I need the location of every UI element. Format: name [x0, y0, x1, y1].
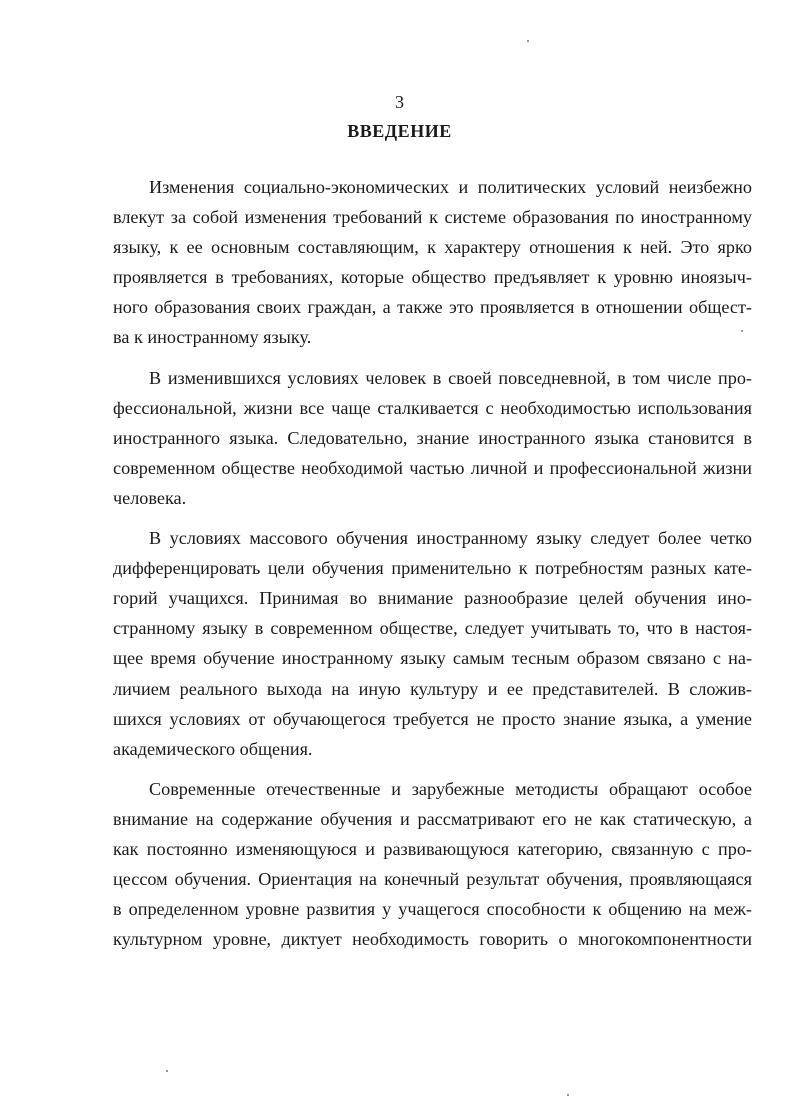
text-line: человека. — [113, 487, 187, 508]
text-line: ва к иностранному языку. — [113, 327, 312, 348]
text-line: фессиональной, жизни все чаще сталкивается с необходимостью использования — [113, 397, 752, 418]
text-line: как постоянно изменяющуюся и развивающуюся категорию, связанную с про- — [113, 838, 752, 859]
page-number: 3 — [395, 92, 404, 112]
text-line: внимание на содержание обучения и рассматривают его не как статическую, а — [113, 808, 752, 829]
text-line: щее время обучение иностранному языку самым тесным образом связано с на- — [113, 648, 752, 669]
text-line: проявляется в требованиях, которые общество предъявляет к уровню иноязыч- — [113, 267, 752, 288]
text-line: современном обществе необходимой частью личной и профессиональной жизни — [113, 457, 752, 478]
text-line: Изменения социально-экономических и политических условий неизбежно — [149, 177, 752, 197]
text-line: цессом обучения. Ориентация на конечный результат обучения, проявляющаяся — [113, 869, 752, 890]
text-line: шихся условиях от обучающегося требуется не просто знание языка, а умение — [113, 708, 752, 729]
paragraph-3 — [113, 523, 752, 764]
text-line: личием реального выхода на иную культуру и ее представителей. В сложив- — [113, 678, 752, 699]
scan-speck — [567, 1094, 569, 1096]
text-line: странному языку в современном обществе, следует учитывать то, что в настоя- — [113, 618, 752, 639]
text-line: горий учащихся. Принимая во внимание разнообразие целей обучения ино- — [113, 588, 752, 609]
text-line: академического общения. — [113, 738, 313, 759]
text-line: дифференцировать цели обучения применительно к потребностям разных кате- — [113, 558, 752, 579]
document-body — [113, 172, 752, 964]
paragraph-1 — [113, 172, 752, 353]
text-line: культурном уровне, диктует необходимость говорить о многокомпонентности — [113, 929, 752, 950]
scan-speck — [527, 40, 529, 42]
text-line: Современные отечественные и зарубежные методисты обращают особое — [149, 778, 752, 799]
text-line: В изменившихся условиях человек в своей повседневной, в том числе про- — [149, 367, 752, 388]
paragraph-4 — [113, 774, 752, 955]
text-line: В условиях массового обучения иностранному языку следует более четко — [149, 528, 752, 549]
text-line: в определенном уровне развития у учащегося способности к общению на меж- — [113, 899, 752, 920]
paragraph-2 — [113, 363, 752, 513]
page-title: ВВЕДЕНИЕ — [347, 121, 452, 141]
scan-speck — [166, 1070, 168, 1072]
text-line: иностранного языка. Следовательно, знание иностранного языка становится в — [113, 427, 752, 448]
text-line: влекут за собой изменения требований к системе образования по иностранному — [113, 207, 752, 228]
text-line: ного образования своих граждан, а также это проявляется в отношении общест- — [113, 297, 752, 318]
text-line: языку, к ее основным составляющим, к характеру отношения к ней. Это ярко — [113, 237, 752, 258]
